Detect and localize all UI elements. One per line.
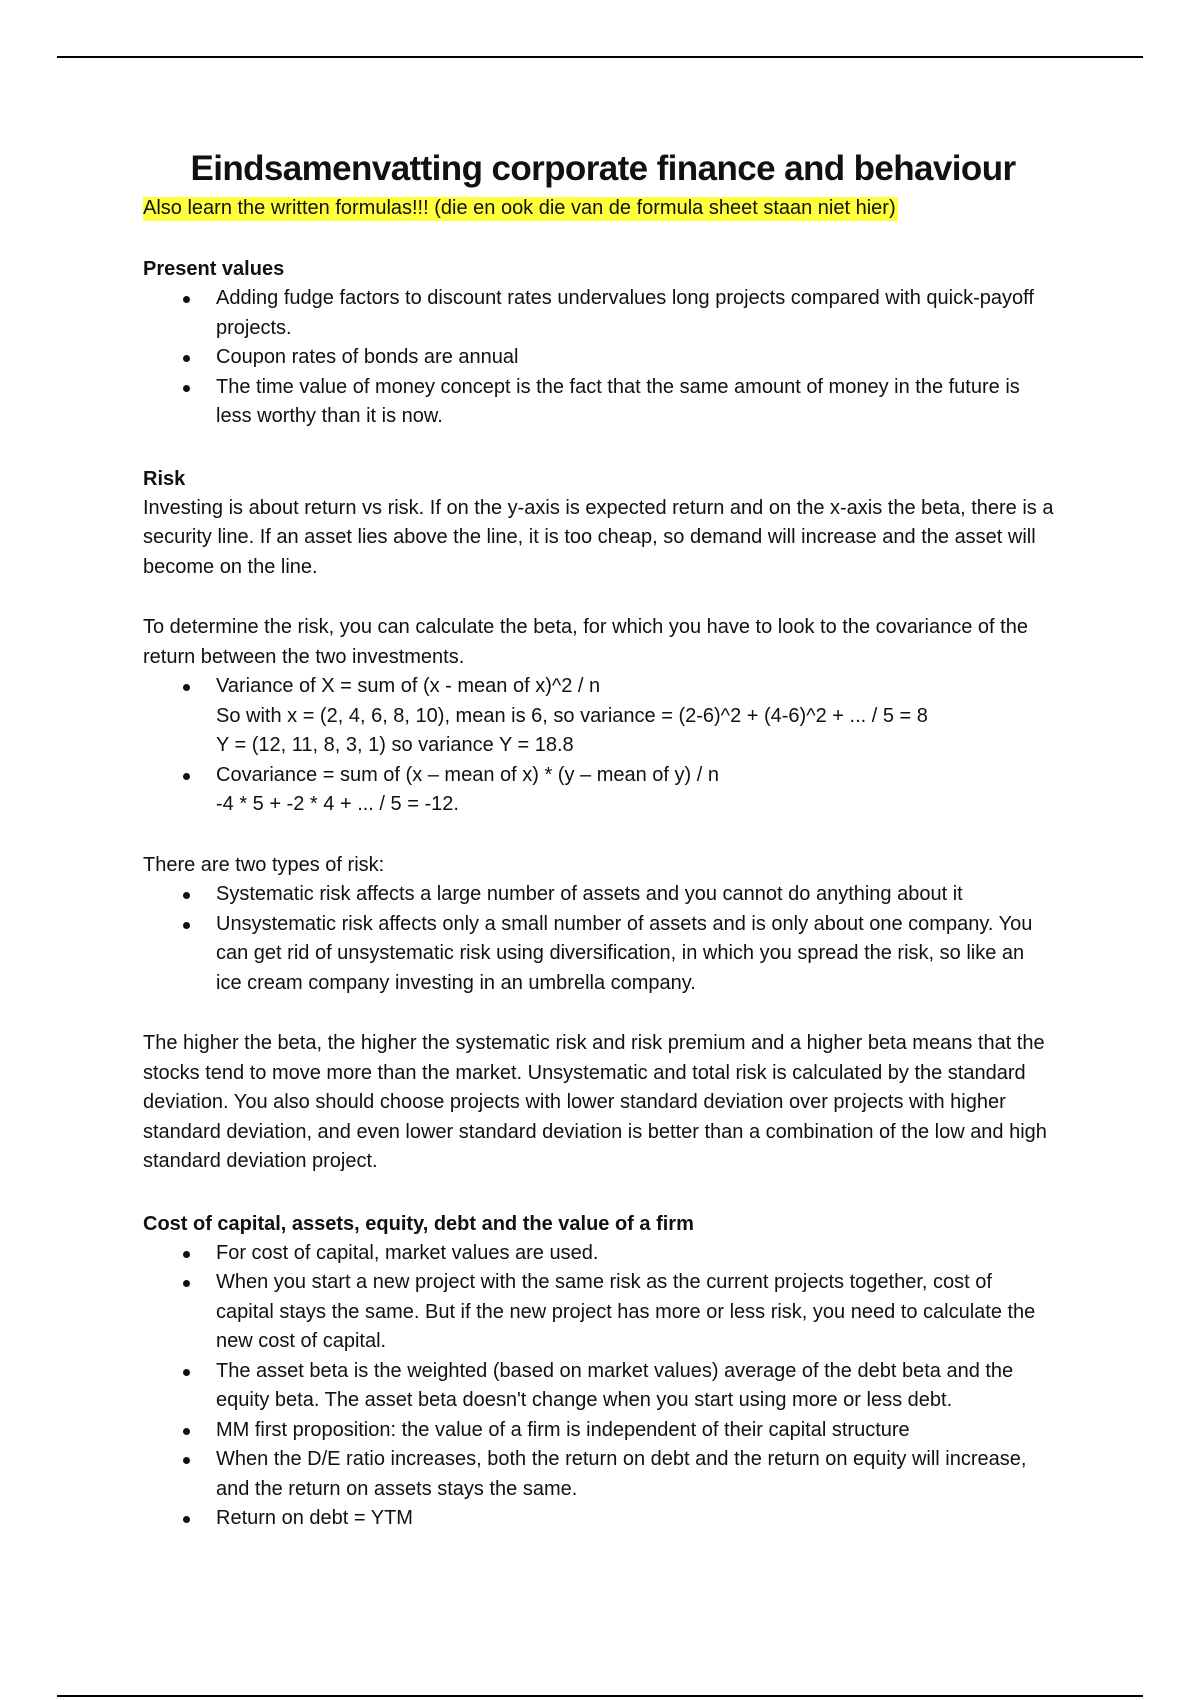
- list-item: The asset beta is the weighted (based on market values) average of the debt beta and the equity beta. The asset beta doesn't change when you start using more or less debt.: [143, 1357, 1063, 1416]
- list-item: MM first proposition: the value of a firm is independent of their capital structure: [143, 1416, 1063, 1446]
- section-risk: [143, 465, 1063, 1177]
- list-item: Adding fudge factors to discount rates undervalues long projects compared with quick-payoff projects.: [143, 284, 1063, 343]
- list-item: Unsystematic risk affects only a small number of assets and is only about one company. You can get rid of unsystematic risk using diversification, in which you spread the risk, so like an ice cream company investing in an umbrella company.: [143, 910, 1063, 999]
- section-heading-present-values: Present values: [143, 258, 285, 280]
- document-page: [143, 146, 1063, 1534]
- list-item-covariance: [143, 761, 1063, 820]
- highlighted-note: [143, 194, 1063, 222]
- document-title: Eindsamenvatting corporate finance and behaviour: [190, 149, 1016, 188]
- risk-formula-list: [143, 672, 1063, 820]
- list-item: The time value of money concept is the fact that the same amount of money in the future is less worthy than it is now.: [143, 373, 1063, 432]
- variance-formula: Variance of X = sum of (x - mean of x)^2 / n: [216, 675, 601, 697]
- risk-types-list: [143, 880, 1063, 998]
- section-heading-cost-of-capital: Cost of capital, assets, equity, debt and the value of a firm: [143, 1212, 694, 1235]
- list-item: When you start a new project with the same risk as the current projects together, cost of capital stays the same. But if the new project has more or less risk, you need to calculate the new cost of capital.: [143, 1268, 1063, 1357]
- variance-example-y: Y = (12, 11, 8, 3, 1) so variance Y = 18.8: [216, 734, 574, 756]
- section-heading-risk: Risk: [143, 467, 186, 490]
- list-item: For cost of capital, market values are used.: [143, 1239, 1063, 1269]
- list-item-variance: [143, 672, 1063, 761]
- list-item: When the D/E ratio increases, both the return on debt and the return on equity will increase, and the return on assets stays the same.: [143, 1445, 1063, 1504]
- cost-of-capital-list: [143, 1239, 1063, 1534]
- variance-example-x: So with x = (2, 4, 6, 8, 10), mean is 6, so variance = (2-6)^2 + (4-6)^2 + ... / 5 = 8: [216, 704, 928, 727]
- risk-paragraph-3: The higher the beta, the higher the systematic risk and risk premium and a higher beta means that the stocks tend to move more than the market. Unsystematic and total risk is calculated by the standard deviation. You also should choose projects with lower standard deviation over projects with higher standard deviation, and even lower standard deviation is better than a combination of the low and high standard deviation project.: [143, 1032, 1047, 1172]
- footer-rule: [57, 1695, 1143, 1697]
- list-item: Return on debt = YTM: [143, 1504, 1063, 1534]
- highlighted-note-text: Also learn the written formulas!!! (die en ook die van de formula sheet staan niet hier): [143, 197, 896, 219]
- header-rule: [57, 56, 1143, 58]
- list-item: Systematic risk affects a large number of assets and you cannot do anything about it: [143, 880, 1063, 910]
- risk-paragraph-1: Investing is about return vs risk. If on the y-axis is expected return and on the x-axis the beta, there is a security line. If an asset lies above the line, it is too cheap, so demand will increase and the asset will become on the line.: [143, 496, 1054, 578]
- list-item: Coupon rates of bonds are annual: [143, 343, 1063, 373]
- section-cost-of-capital: [143, 1210, 1063, 1534]
- covariance-formula: Covariance = sum of (x – mean of x) * (y – mean of y) / n: [216, 763, 719, 786]
- section-present-values: [143, 255, 1063, 432]
- covariance-example: -4 * 5 + -2 * 4 + ... / 5 = -12.: [216, 793, 459, 815]
- risk-types-intro: There are two types of risk:: [143, 853, 385, 876]
- present-values-list: [143, 284, 1063, 432]
- risk-paragraph-2: To determine the risk, you can calculate the beta, for which you have to look to the covariance of the return between the two investments.: [143, 616, 1028, 668]
